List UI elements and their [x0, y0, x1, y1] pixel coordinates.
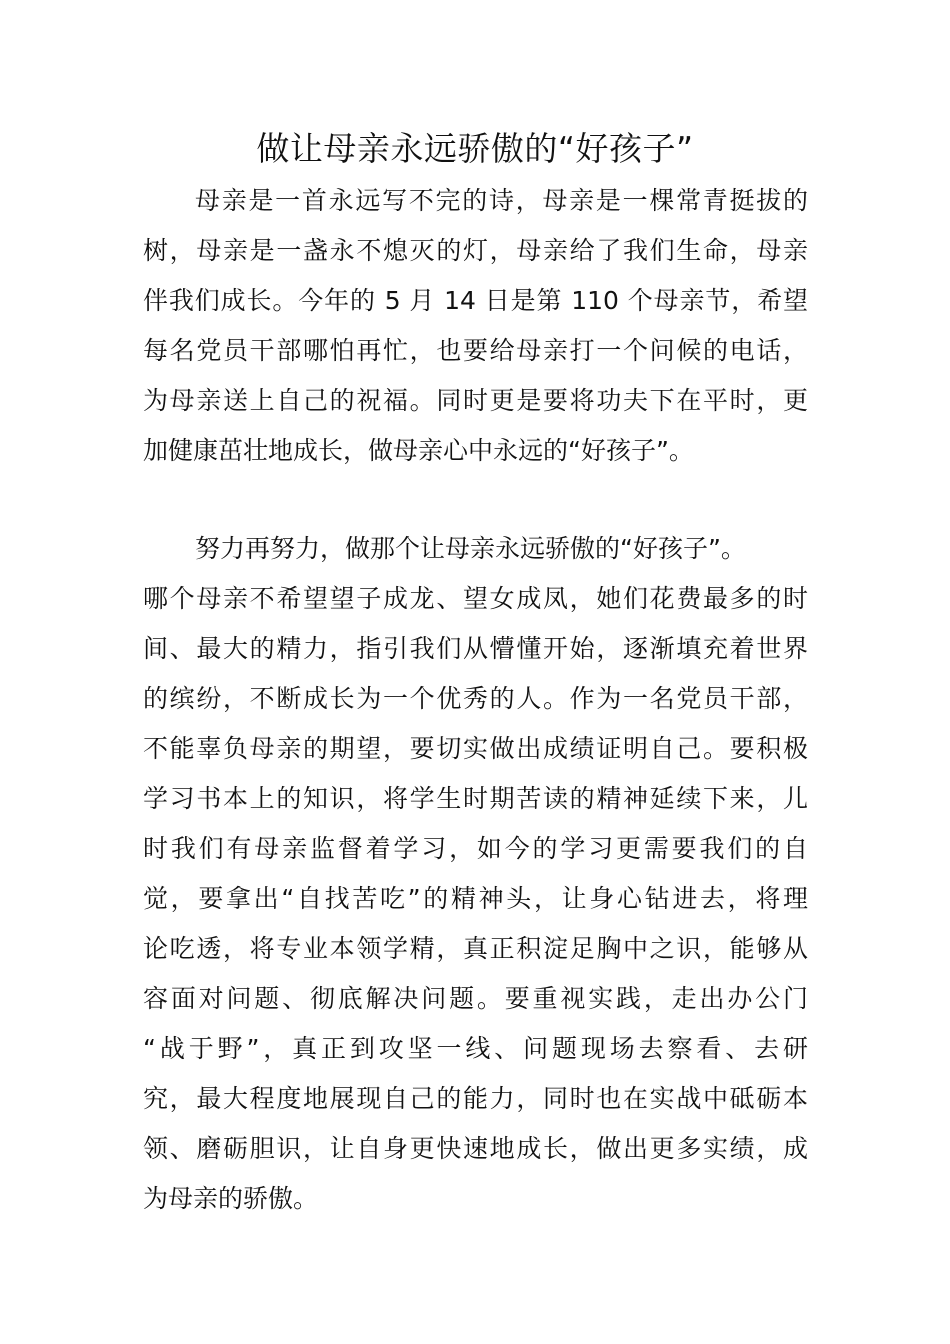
paragraph-line: 领、磨砺胆识，让自身更快速地成长，做出更多实绩，成 — [143, 1134, 808, 1163]
paragraph-line: “战于野”，真正到攻坚一线、问题现场去察看、去研 — [143, 1034, 808, 1063]
paragraph-1 — [143, 176, 808, 476]
paragraph-line: 树，母亲是一盏永不熄灭的灯，母亲给了我们生命，母亲 — [143, 236, 808, 265]
paragraph-line: 不能辜负母亲的期望，要切实做出成绩证明自己。要积极 — [143, 734, 808, 763]
paragraph-line: 学习书本上的知识，将学生时期苦读的精神延续下来，儿 — [143, 784, 808, 813]
paragraph-line: 容面对问题、彻底解决问题。要重视实践，走出办公门 — [143, 984, 808, 1013]
paragraph-line: 努力再努力，做那个让母亲永远骄傲的“好孩子”。 — [195, 534, 746, 563]
paragraph-line: 觉，要拿出“自找苦吃”的精神头，让身心钻进去，将理 — [143, 884, 808, 913]
paragraph-line: 伴我们成长。今年的 5 月 14 日是第 110 个母亲节，希望 — [143, 286, 808, 315]
paragraph-line: 论吃透，将专业本领学精，真正积淀足胸中之识，能够从 — [143, 934, 808, 963]
paragraph-line: 究，最大程度地展现自己的能力，同时也在实战中砥砺本 — [143, 1084, 808, 1113]
paragraph-line: 每名党员干部哪怕再忙，也要给母亲打一个问候的电话， — [143, 336, 808, 365]
paragraph-line: 为母亲送上自己的祝福。同时更是要将功夫下在平时，更 — [143, 386, 808, 415]
document-title: 做让母亲永远骄傲的“好孩子” — [256, 129, 694, 168]
paragraph-line: 加健康茁壮地成长，做母亲心中永远的“好孩子”。 — [143, 436, 694, 465]
paragraph-line: 哪个母亲不希望望子成龙、望女成凤，她们花费最多的时 — [143, 584, 808, 613]
paragraph-line: 时我们有母亲监督着学习，如今的学习更需要我们的自 — [143, 834, 808, 863]
paragraph-line: 母亲是一首永远写不完的诗，母亲是一棵常青挺拔的 — [195, 186, 808, 215]
paragraph-2 — [143, 524, 808, 1224]
paragraph-line: 间、最大的精力，指引我们从懵懂开始，逐渐填充着世界 — [143, 634, 808, 663]
paragraph-line: 为母亲的骄傲。 — [143, 1184, 319, 1213]
paragraph-line: 的缤纷，不断成长为一个优秀的人。作为一名党员干部， — [143, 684, 808, 713]
